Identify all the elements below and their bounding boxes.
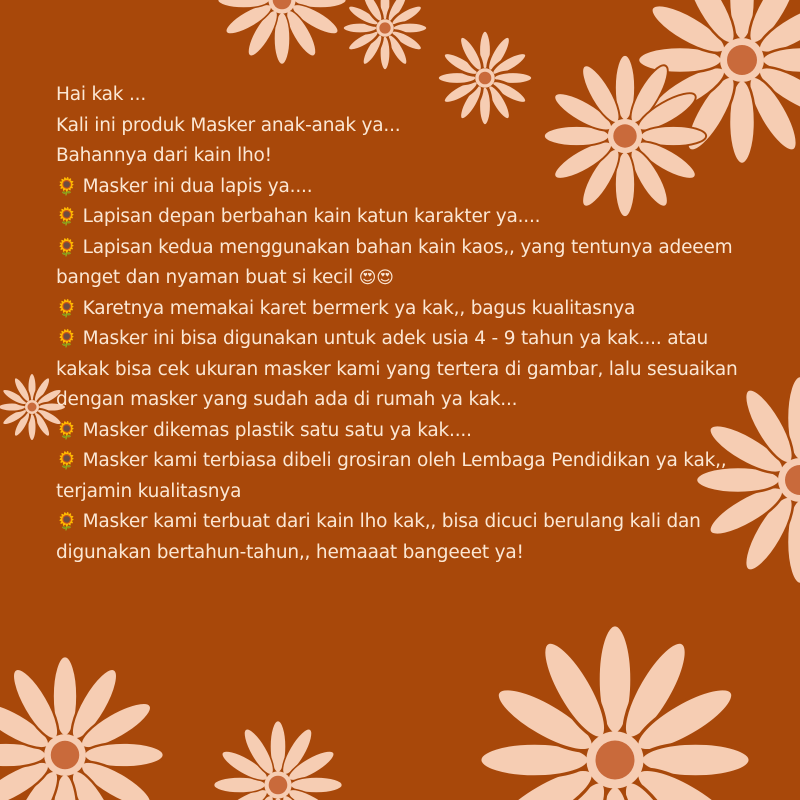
caption-line: 🌻 Masker kami terbuat dari kain lho kak,, bisa dicuci berulang kali dan <box>56 511 701 532</box>
caption-line: 🌻 Masker ini dua lapis ya.... <box>56 175 313 197</box>
caption-line: Kali ini produk Masker anak-anak ya... <box>56 114 401 136</box>
flower-bottom-center <box>214 721 343 800</box>
caption-line: banget dan nyaman buat si kecil 😍😍 <box>56 267 394 288</box>
heart-eyes-icon: 😍😍 <box>358 268 394 288</box>
sunflower-icon: 🌻 <box>56 237 77 258</box>
caption-line: 🌻 Karetnya memakai karet bermerk ya kak,, bagus kualitasnya <box>56 297 636 319</box>
caption-line: 🌻 Lapisan depan berbahan kain katun karakter ya.... <box>56 206 541 227</box>
caption-line: dengan masker yang sudah ada di rumah ya kak... <box>56 389 518 410</box>
caption-line: terjamin kualitasnya <box>56 480 242 502</box>
sunflower-icon: 🌻 <box>56 207 77 227</box>
sunflower-icon: 🌻 <box>56 420 77 441</box>
caption-line: 🌻 Lapisan kedua menggunakan bahan kain kaos,, yang tentunya adeeem <box>56 236 733 258</box>
post-caption <box>56 80 756 568</box>
caption-line: 🌻 Masker kami terbiasa dibeli grosiran oleh Lembaga Pendidikan ya kak,, <box>56 450 727 471</box>
sunflower-icon: 🌻 <box>56 298 77 319</box>
caption-line: Hai kak ... <box>56 84 147 105</box>
flower-bottom-right <box>480 625 750 800</box>
caption-line: 🌻 Masker ini bisa digunakan untuk adek usia 4 - 9 tahun ya kak.... atau <box>56 328 709 349</box>
caption-line: digunakan bertahun-tahun,, hemaaat bangeeet ya! <box>56 541 524 563</box>
flower-top-center <box>218 0 347 64</box>
sunflower-icon: 🌻 <box>56 329 77 349</box>
caption-line: 🌻 Masker dikemas plastik satu satu ya kak.... <box>56 419 472 441</box>
sunflower-icon: 🌻 <box>56 451 77 471</box>
flower-small-top-1 <box>343 0 428 71</box>
sunflower-icon: 🌻 <box>56 176 77 197</box>
sunflower-icon: 🌻 <box>56 512 77 532</box>
flower-bottom-left <box>0 656 164 800</box>
caption-line: Bahannya dari kain lho! <box>56 145 272 166</box>
caption-line: kakak bisa cek ukuran masker kami yang tertera di gambar, lalu sesuaikan <box>56 358 738 380</box>
